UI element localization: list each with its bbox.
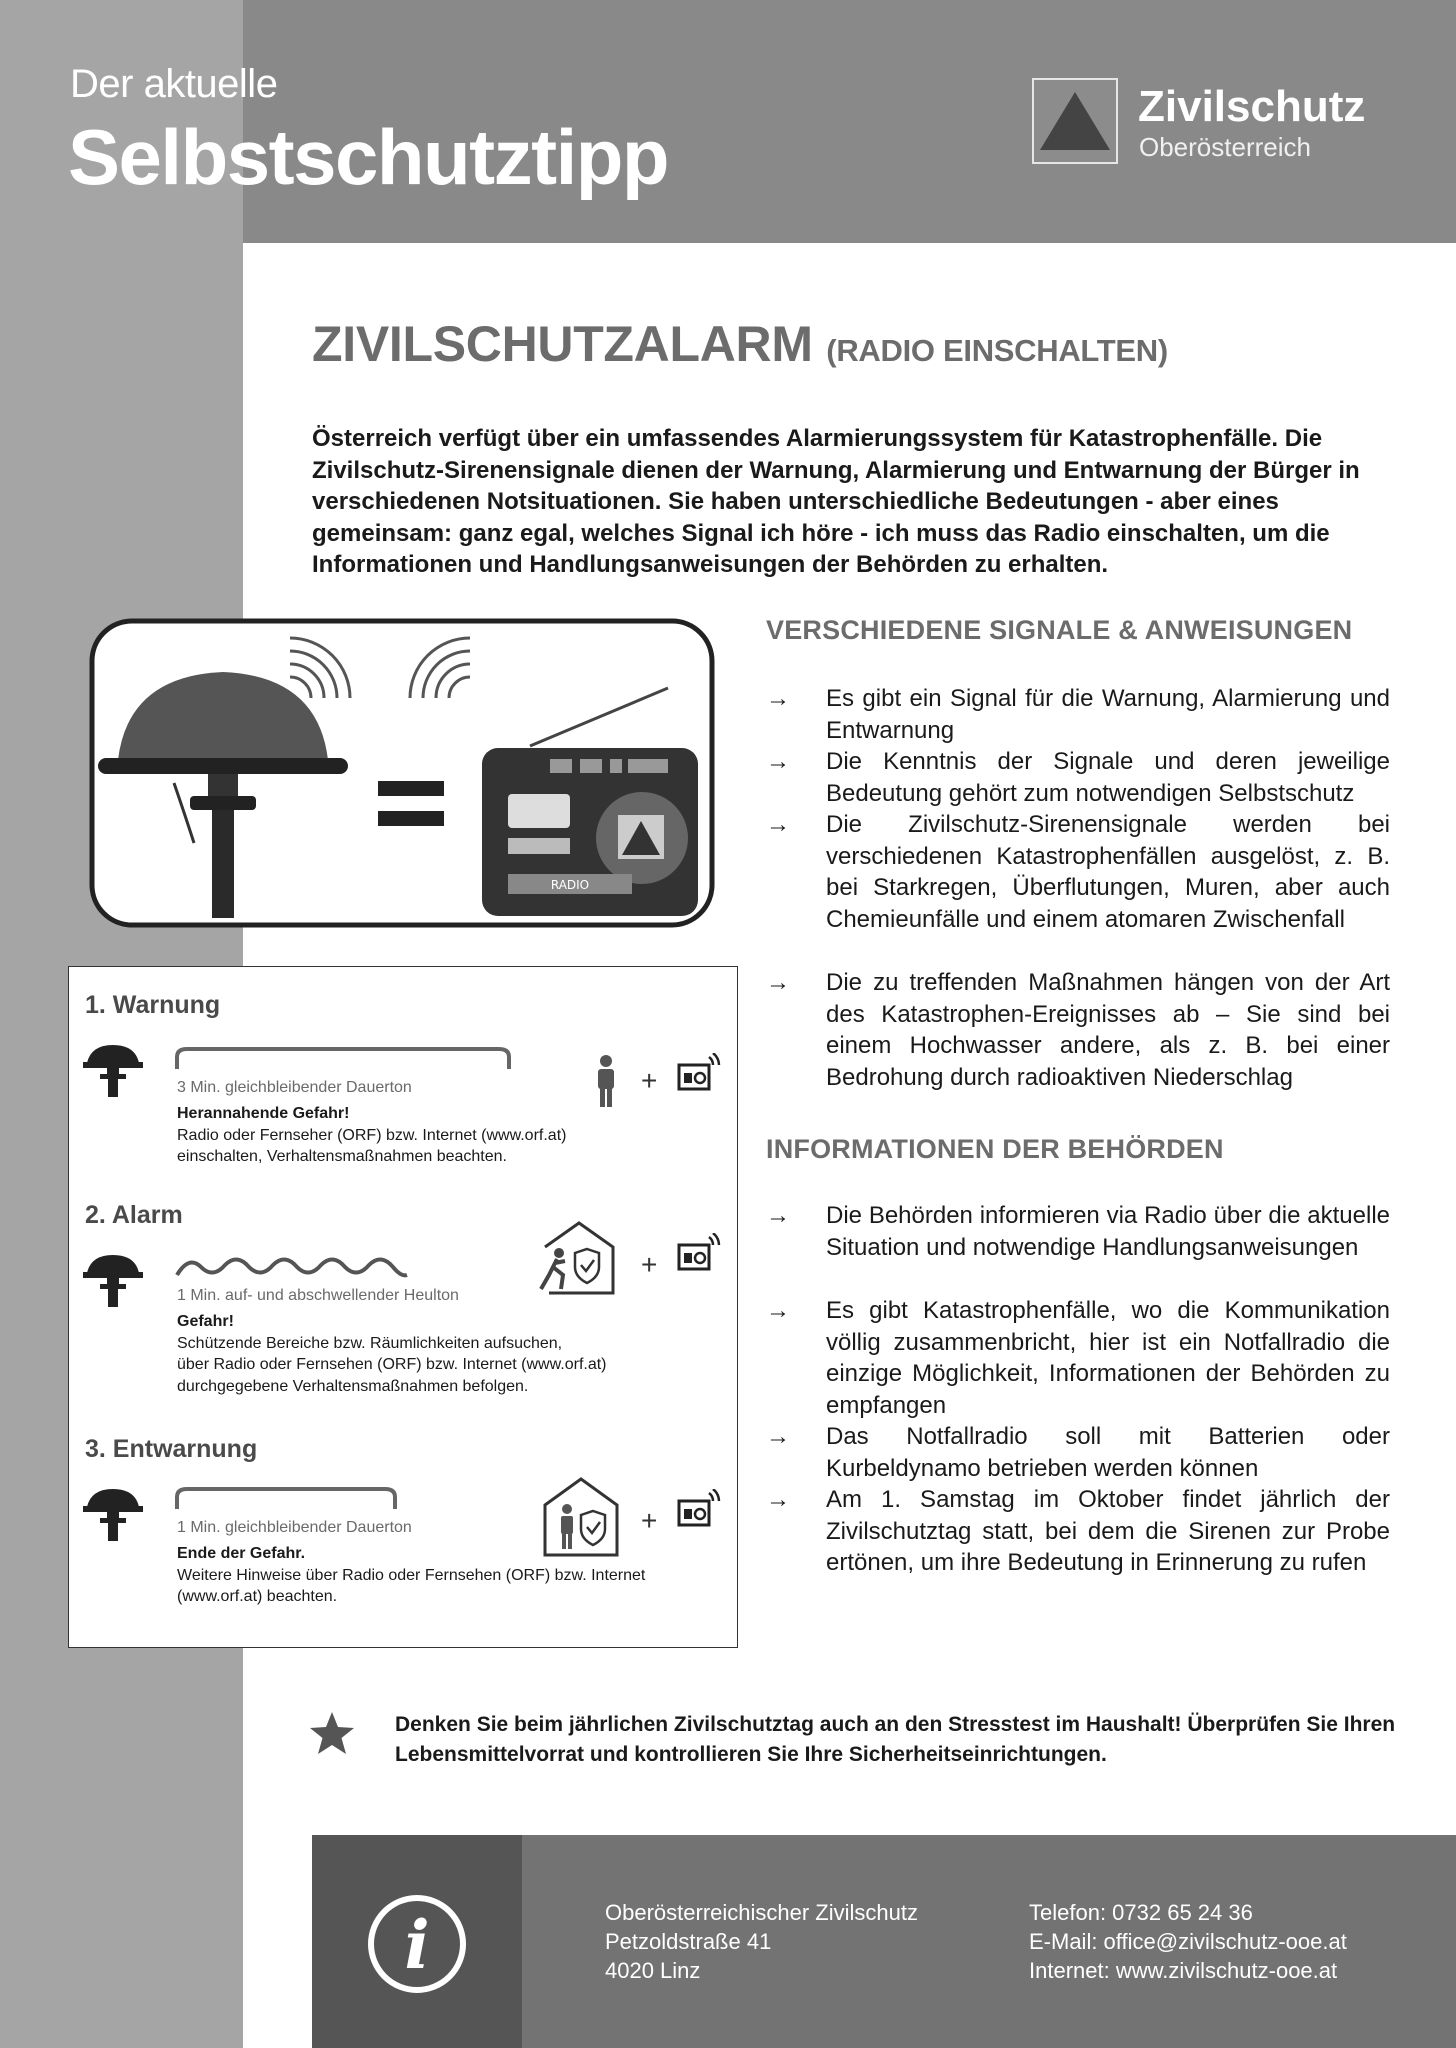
section-heading-authorities: INFORMATIONEN DER BEHÖRDEN: [766, 1134, 1224, 1164]
footer-street: Petzoldstraße 41: [605, 1929, 772, 1954]
signal-instructions: Gefahr! Schützende Bereiche bzw. Räumlichkeiten aufsuchen, über Radio oder Fernsehen (ORF) bzw. Internet (www.orf.at) durchgegebene Verhaltensmaßnahmen befolgen.: [177, 1313, 607, 1395]
arrow-icon: →: [766, 969, 790, 996]
footer-contact: [1029, 1898, 1347, 1985]
title-sub: (RADIO EINSCHALTEN): [826, 333, 1168, 368]
signal-headline: Ende der Gefahr.: [177, 1545, 306, 1562]
radio-icon: [677, 1053, 727, 1093]
arrow-icon: →: [766, 748, 790, 775]
arrow-icon: →: [766, 1486, 790, 1513]
stress-test-tip: Denken Sie beim jährlichen Zivilschutztag auch an den Stresstest im Haushalt! Überprüfen Sie Ihren Lebensmittelvorrat und kontrollieren Sie Ihre Sicherheitseinrichtungen.: [395, 1713, 1396, 1766]
siren-icon: [83, 1041, 143, 1097]
signal-title-entwarnung: 3. Entwarnung: [85, 1435, 258, 1463]
person-icon: [594, 1055, 618, 1107]
footer-website[interactable]: Internet: www.zivilschutz-ooe.at: [1029, 1958, 1338, 1983]
section-heading-signals: VERSCHIEDENE SIGNALE & ANWEISUNGEN: [766, 615, 1353, 645]
signal-description: 1 Min. gleichbleibender Dauerton: [177, 1519, 412, 1536]
plus-sign: +: [641, 1249, 658, 1280]
signal-description: 3 Min. gleichbleibender Dauerton: [177, 1079, 412, 1096]
siren-signals-box: [68, 966, 738, 1648]
signal-headline: Gefahr!: [177, 1313, 234, 1330]
footer-address: [605, 1898, 918, 1985]
info-icon: [366, 1893, 468, 1995]
signal-description: 1 Min. auf- und abschwellender Heulton: [177, 1287, 459, 1304]
list-item: → Es gibt Katastrophenfälle, wo die Kommunikation völlig zusammenbricht, hier ist ein Notfallradio die einzige Möglichkeit, Informationen der Behörden zu empfangen: [766, 1297, 1390, 1419]
list-item: → Die Behörden informieren via Radio über die aktuelle Situation und notwendige Handlungsanweisungen: [766, 1202, 1390, 1261]
footer-city: 4020 Linz: [605, 1958, 701, 1983]
list-item: → Das Notfallradio soll mit Batterien oder Kurbeldynamo betrieben werden können: [766, 1423, 1390, 1482]
arrow-icon: →: [766, 811, 790, 838]
arrow-icon: →: [766, 1297, 790, 1324]
radio-label: RADIO: [550, 878, 590, 892]
radio-icon: [677, 1489, 727, 1529]
logo-name: Zivilschutz: [1138, 82, 1366, 131]
footer-email[interactable]: E-Mail: office@zivilschutz-ooe.at: [1029, 1929, 1347, 1954]
list-item: → Die zu treffenden Maßnahmen hängen von der Art des Katastrophen-Ereignisses ab – Sie sind bei einem Hochwasser andere, als z. B. bei einer Bedrohung durch radioaktiven Niederschlag: [766, 969, 1390, 1091]
radio-icon: [677, 1233, 727, 1273]
signal-instructions: Herannahende Gefahr! Radio oder Fernseher (ORF) bzw. Internet (www.orf.at) einschalten, Verhaltensmaßnahmen beachten.: [177, 1105, 567, 1165]
page-title: [312, 315, 1168, 373]
siren-radio-illustration: [68, 618, 716, 932]
list-item: → Die Zivilschutz-Sirenensignale werden bei verschiedenen Katastrophenfällen ausgelöst, z. B. bei Starkregen, Überflutungen, Muren, aber auch Chemieunfälle und einem atomaren Zwischenfall: [766, 811, 1390, 933]
running-to-shelter-icon: [535, 1217, 621, 1297]
star-icon: [308, 1710, 356, 1756]
list-item: → Am 1. Samstag im Oktober findet jährlich der Zivilschutztag statt, bei dem die Sirenen zur Probe ertönen, um ihre Bedeutung in Erinnerung zu rufen: [766, 1486, 1390, 1577]
header-headline: Selbstschutztipp: [68, 113, 669, 201]
list-item: → Es gibt ein Signal für die Warnung, Alarmierung und Entwarnung: [766, 685, 1390, 744]
continuous-tone-graphic: [173, 1485, 403, 1513]
intro-paragraph: Österreich verfügt über ein umfassendes Alarmierungssystem für Katastrophenfälle. Die Zivilschutz-Sirenensignale dienen der Warnung, Alarmierung und Entwarnung der Bürger in verschiedenen Notsituationen. Sie haben unterschiedliche Bedeutungen - aber eines gemeinsam: ganz egal, welches Signal ich höre - ich muss das Radio einschalten, um die Informationen und Handlungsanweisungen der Behörden zu erhalten.: [312, 425, 1360, 578]
plus-sign: +: [641, 1065, 658, 1096]
title-main: ZIVILSCHUTZALARM: [312, 316, 813, 372]
signal-title-warnung: 1. Warnung: [85, 991, 221, 1019]
arrow-icon: →: [766, 1202, 790, 1229]
header-kicker: Der aktuelle: [70, 62, 278, 106]
list-item: → Die Kenntnis der Signale und deren jeweilige Bedeutung gehört zum notwendigen Selbstschutz: [766, 748, 1390, 807]
svg-text:i: i: [404, 1906, 430, 1984]
footer-phone: Telefon: 0732 65 24 36: [1029, 1900, 1253, 1925]
signal-instructions: Ende der Gefahr. Weitere Hinweise über Radio oder Fernsehen (ORF) bzw. Internet (www.orf.at) beachten.: [177, 1545, 646, 1605]
plus-sign: +: [641, 1505, 658, 1536]
person-in-shelter-icon: [541, 1475, 621, 1559]
siren-icon: [83, 1251, 143, 1307]
triangle-logo-icon: [1032, 78, 1118, 164]
arrow-icon: →: [766, 1423, 790, 1450]
signal-headline: Herannahende Gefahr!: [177, 1105, 350, 1122]
arrow-icon: →: [766, 685, 790, 712]
wailing-tone-graphic: [173, 1251, 413, 1285]
signal-title-alarm: 2. Alarm: [85, 1201, 183, 1229]
logo-subtitle: Oberösterreich: [1139, 132, 1311, 162]
continuous-tone-graphic: [173, 1045, 515, 1073]
footer-org: Oberösterreichischer Zivilschutz: [605, 1900, 918, 1925]
siren-icon: [83, 1485, 143, 1541]
